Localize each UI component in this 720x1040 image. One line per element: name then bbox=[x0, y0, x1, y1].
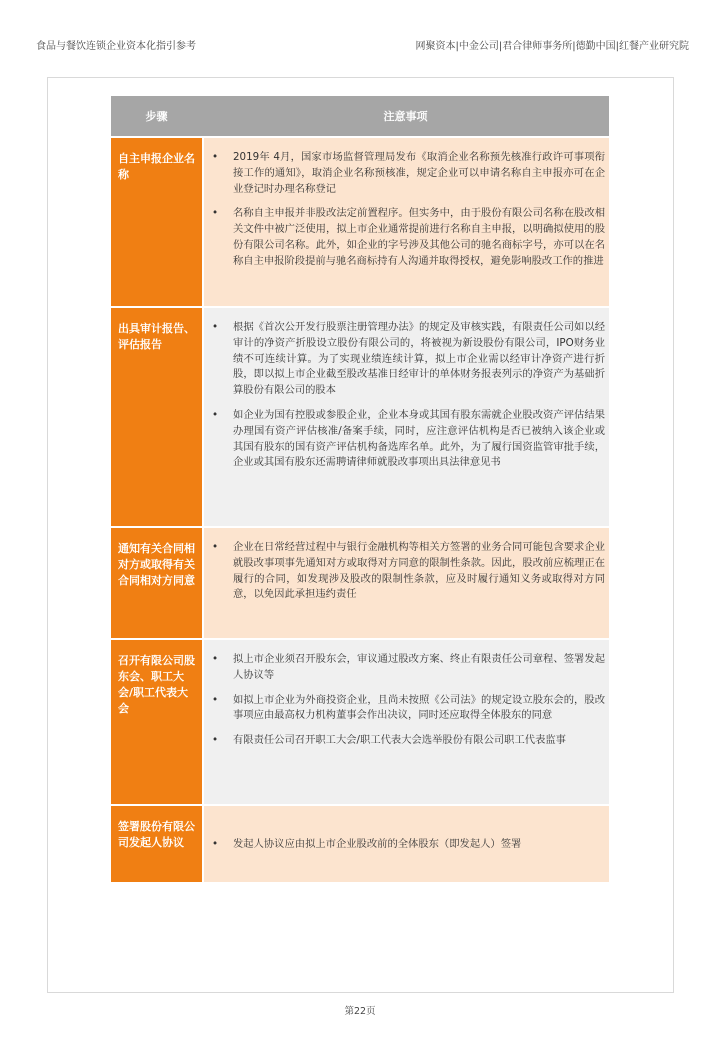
step-cell: 签署股份有限公司发起人协议 bbox=[111, 806, 202, 882]
list-item bbox=[208, 320, 605, 399]
item-text: 拟上市企业须召开股东会，审议通过股改方案、终止有限责任公司章程、签署发起人协议等 bbox=[233, 653, 605, 681]
notes-cell bbox=[204, 806, 609, 882]
page-number: 第22页 bbox=[344, 1006, 376, 1017]
item-text: 名称自主申报并非股改法定前置程序。但实务中，由于股份有限公司名称在股改相关文件中被广泛使用，拟上市企业通常提前进行名称自主申报，以明确拟使用的股份有限公司名称。此外，如企业的字号涉及其他公司的驰名商标字号，亦可以在名称自主申报阶段提前与驰名商标持有人沟通并取得授权，避免影响股改工作的推进 bbox=[233, 207, 605, 267]
table-header bbox=[111, 96, 609, 136]
item-text: 如企业为国有控股或参股企业，企业本身或其国有股东需就企业股改资产评估结果办理国有资产评估核准/备案手续，同时，应注意评估机构是否已被纳入该企业或其国有股东的国有资产评估机构备选库名单。此外，为了履行国资监管审批手续，企业或其国有股东还需聘请律师就股改事项出具法律意见书 bbox=[233, 408, 605, 469]
notes-cell bbox=[204, 640, 609, 804]
header-notes: 注意事项 bbox=[383, 110, 428, 123]
notes-cell bbox=[204, 308, 609, 526]
table-row bbox=[111, 138, 609, 306]
bullet-icon: • bbox=[212, 151, 219, 163]
list-item bbox=[208, 206, 605, 269]
list-item bbox=[208, 540, 605, 603]
table-row bbox=[111, 528, 609, 638]
table-row bbox=[111, 640, 609, 804]
step-cell: 出具审计报告、评估报告 bbox=[111, 308, 202, 526]
list-item bbox=[208, 652, 605, 684]
bullet-icon: • bbox=[212, 321, 219, 333]
bullet-icon: • bbox=[212, 734, 219, 747]
step-cell: 自主申报企业名称 bbox=[111, 138, 202, 306]
item-text: 有限责任公司召开职工大会/职工代表大会选举股份有限公司职工代表监事 bbox=[233, 734, 566, 747]
list-item bbox=[208, 150, 605, 197]
list-item bbox=[208, 408, 605, 471]
notes-cell bbox=[204, 138, 609, 306]
table-row bbox=[111, 308, 609, 526]
list-item bbox=[208, 733, 605, 749]
item-text: 如拟上市企业为外商投资企业，且尚未按照《公司法》的规定设立股东会的，股改事项应由最高权力机构董事会作出决议，同时还应取得全体股东的同意 bbox=[233, 693, 605, 722]
table-row bbox=[111, 806, 609, 882]
item-text: 发起人协议应由拟上市企业股改前的全体股东（即发起人）签署 bbox=[233, 838, 522, 851]
item-text: 企业在日常经营过程中与银行金融机构等相关方签署的业务合同可能包含要求企业就股改事项事先通知对方或取得对方同意的限制性条款。因此，股改前应梳理正在履行的合同，如发现涉及股改的限制性条款，应及时履行通知义务或取得对方同意，以免因此承担违约责任 bbox=[233, 541, 605, 601]
bullet-icon: • bbox=[212, 408, 219, 421]
bullet-icon: • bbox=[212, 207, 219, 220]
header-step: 步骤 bbox=[145, 110, 168, 123]
notes-cell bbox=[204, 528, 609, 638]
step-cell: 召开有限公司股东会、职工大会/职工代表大会 bbox=[111, 640, 202, 804]
list-item bbox=[208, 693, 605, 725]
page-header bbox=[36, 36, 689, 52]
header-left-title: 食品与餐饮连锁企业资本化指引参考 bbox=[36, 40, 196, 52]
bullet-icon: • bbox=[212, 838, 219, 851]
bullet-icon: • bbox=[212, 693, 219, 706]
list-item bbox=[208, 837, 605, 853]
bullet-icon: • bbox=[212, 541, 219, 553]
bullet-icon: • bbox=[212, 653, 219, 665]
item-text: 2019年 4月，国家市场监督管理局发布《取消企业名称预先核准行政许可事项衔接工作的通知》，取消企业名称预核准，规定企业可以申请名称自主申报亦可在企业登记时办理名称登记 bbox=[233, 151, 605, 195]
steps-table bbox=[111, 96, 609, 884]
step-cell: 通知有关合同相对方或取得有关合同相对方同意 bbox=[111, 528, 202, 638]
item-text: 根据《首次公开发行股票注册管理办法》的规定及审核实践，有限责任公司如以经审计的净资产折股设立股份有限公司的，将被视为新设股份有限公司，IPO财务业绩不可连续计算。为了实现业绩连续计算，拟上市企业需以经审计净资产进行折股，即以拟上市企业截至股改基准日经审计的单体财务报表列示的净资产为基础折算股份有限公司的股本 bbox=[233, 321, 605, 397]
header-right-sources: 网聚资本|中金公司|君合律师事务所|德勤中国|红餐产业研究院 bbox=[415, 40, 689, 52]
